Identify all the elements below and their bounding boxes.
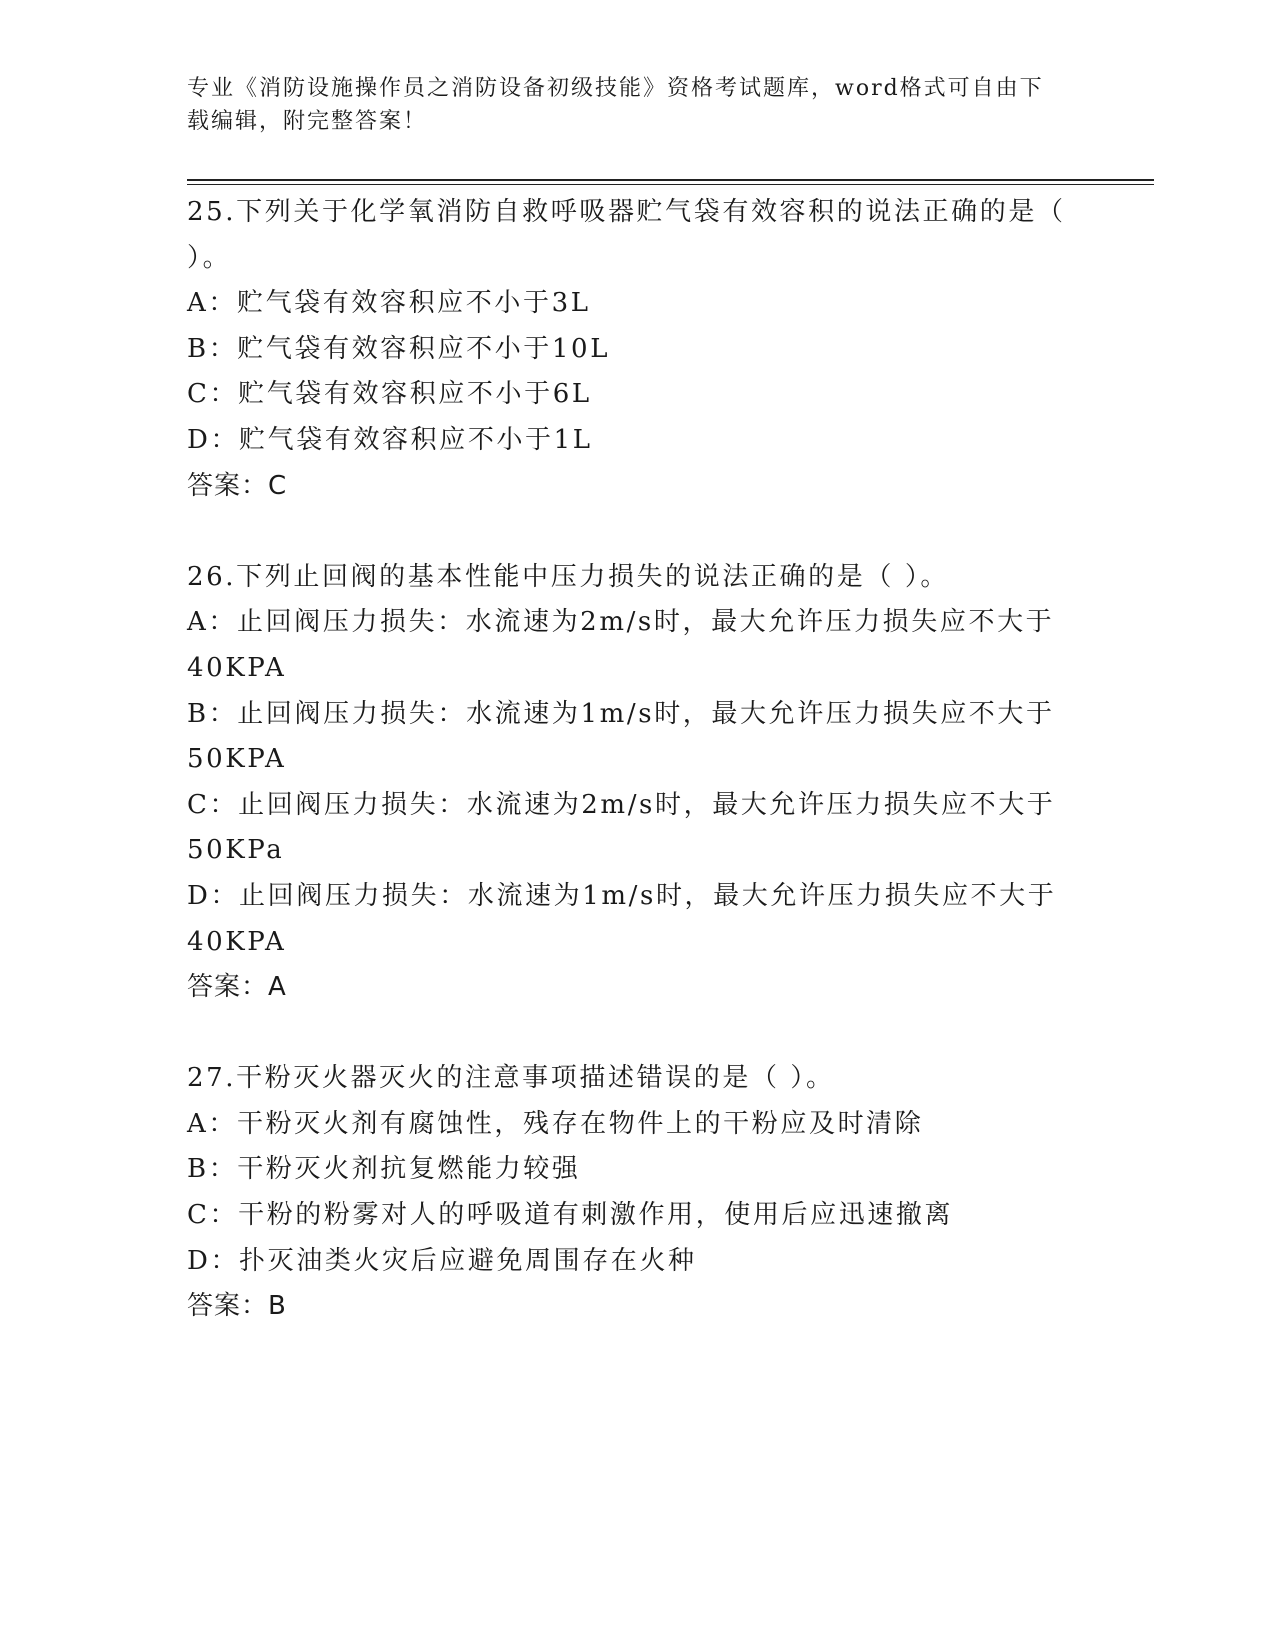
- question-27: [187, 1056, 1067, 1330]
- header-rule-thin: [187, 184, 1154, 185]
- header-rule: [187, 179, 1154, 181]
- question-26: [187, 555, 1067, 1011]
- option-d: D：扑灭油类火灾后应避免周围存在火种: [187, 1245, 697, 1276]
- option-c: C：干粉的粉雾对人的呼吸道有刺激作用，使用后应迅速撤离: [187, 1200, 954, 1231]
- question-list: [187, 190, 1067, 1330]
- option-a: A：贮气袋有效容积应不小于3L: [187, 288, 591, 319]
- answer: 答案：C: [187, 470, 288, 501]
- option-c: C：止回阀压力损失：水流速为2m/s时，最大允许压力损失应不大于50KPa: [187, 789, 1056, 866]
- question-stem: 26.下列止回阀的基本性能中压力损失的说法正确的是（ ）。: [187, 561, 950, 592]
- answer: 答案：B: [187, 1291, 287, 1322]
- option-b: B：贮气袋有效容积应不小于10L: [187, 333, 611, 364]
- question-stem: 27.干粉灭火器灭火的注意事项描述错误的是（ ）。: [187, 1063, 835, 1094]
- option-a: A：止回阀压力损失：水流速为2m/s时，最大允许压力损失应不大于40KPA: [187, 607, 1055, 683]
- question-spacer: [187, 509, 1067, 555]
- question-25: [187, 190, 1067, 509]
- option-d: D：贮气袋有效容积应不小于1L: [187, 424, 593, 455]
- document-header: 专业《消防设施操作员之消防设备初级技能》资格考试题库，word格式可自由下载编辑，附完整答案！: [187, 76, 1044, 134]
- question-spacer: [187, 1011, 1067, 1057]
- option-b: B：止回阀压力损失：水流速为1m/s时，最大允许压力损失应不大于50KPA: [187, 698, 1055, 775]
- option-b: B：干粉灭火剂抗复燃能力较强: [187, 1154, 581, 1185]
- question-stem: 25.下列关于化学氧消防自救呼吸器贮气袋有效容积的说法正确的是（ ）。: [187, 197, 1066, 273]
- option-a: A：干粉灭火剂有腐蚀性，残存在物件上的干粉应及时清除: [187, 1108, 924, 1139]
- answer: 答案：A: [187, 972, 287, 1003]
- option-d: D：止回阀压力损失：水流速为1m/s时，最大允许压力损失应不大于40KPA: [187, 880, 1057, 957]
- option-c: C：贮气袋有效容积应不小于6L: [187, 379, 592, 410]
